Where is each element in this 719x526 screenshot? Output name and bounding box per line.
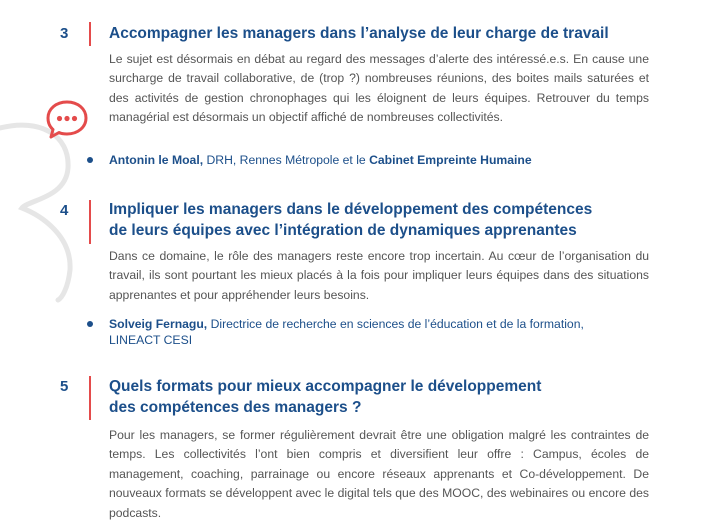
section-title-line-2: des compétences des managers ? [109, 399, 362, 416]
section-title-line-1: Impliquer les managers dans le développement des compétences [109, 201, 593, 218]
speaker-name: Solveig Fernagu, [109, 317, 208, 331]
section-number: 4 [60, 202, 69, 219]
section-number: 5 [60, 378, 69, 395]
section-rule [89, 200, 91, 244]
section-body: Le sujet est désormais en débat au regard des messages d’alerte des intéressé.e.s. En cause une surcharge de travail collaborative, de (trop ?) nombreuses réunions, des boites mails saturées et des activités de gestion chronophages qui les éloignent de leurs équipes. Retrouver du temps managérial est désormais un objectif affiché de nombreuses collectivités. [109, 52, 649, 125]
speaker-organization: Cabinet Empreinte Humaine [369, 153, 532, 167]
section-body: Dans ce domaine, le rôle des managers reste encore trop incertain. Au cœur de l’organisation du travail, ils sont pourtant les mieux placés à la fois pour impliquer leurs équipes dans des situations apprenantes et pour appréhender leurs besoins. [109, 249, 649, 302]
section-body: Pour les managers, se former régulièrement devrait être une obligation malgré les contraintes de temps. Les collectivités l’ont bien compris et diversifient leur offre : Campus, écoles de management, coaching, parrainage ou encore réseaux apprenants et Co-développement. De nouveaux formats se développent avec le digital tels que des MOOC, des webinaires ou encore des podcasts. [109, 428, 649, 520]
bullet-dot [87, 321, 93, 327]
section-rule [89, 376, 91, 420]
speaker-role: DRH, Rennes Métropole et le [203, 153, 370, 167]
bullet-dot [87, 157, 93, 163]
speaker-name: Antonin le Moal, [109, 153, 204, 167]
section-title-line-1: Quels formats pour mieux accompagner le développement [109, 378, 542, 395]
speaker-bullet [109, 316, 649, 348]
section-title-line-2: de leurs équipes avec l’intégration de dynamiques apprenantes [109, 222, 577, 239]
speaker-organization: LINEACT CESI [109, 333, 193, 347]
section-title: Accompagner les managers dans l’analyse de leur charge de travail [109, 25, 609, 42]
speaker-bullet [109, 152, 649, 168]
speaker-role: Directrice de recherche en sciences de l’éducation et de la formation, [207, 317, 584, 331]
chat-bubble-icon [44, 99, 90, 141]
section-number: 3 [60, 25, 69, 42]
section-rule [89, 22, 91, 46]
decorative-curve [0, 0, 120, 526]
